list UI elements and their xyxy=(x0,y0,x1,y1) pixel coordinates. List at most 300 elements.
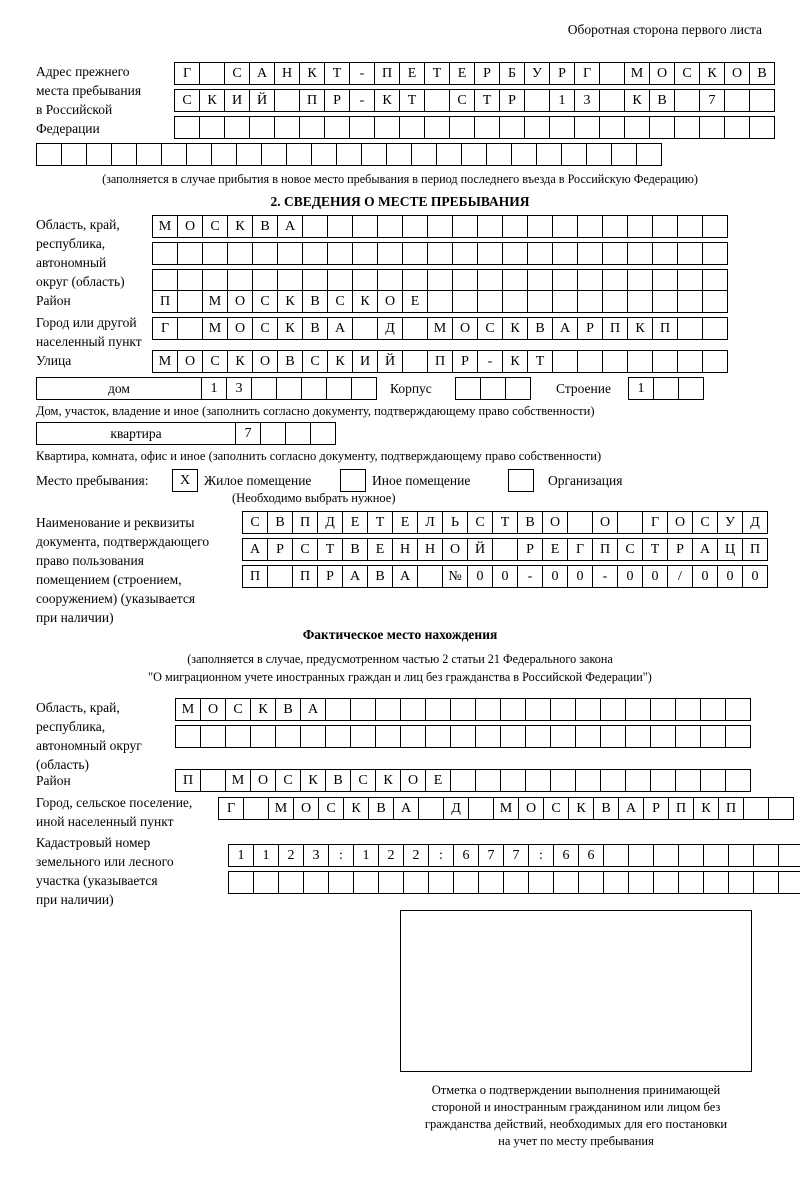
char-cell[interactable]: Т xyxy=(324,62,350,85)
char-cell[interactable]: М xyxy=(152,350,178,373)
char-cell[interactable]: Д xyxy=(377,317,403,340)
char-cell[interactable] xyxy=(452,215,478,238)
char-cell[interactable]: О xyxy=(542,511,568,534)
char-cell[interactable] xyxy=(276,377,302,400)
actual-region-row-1[interactable] xyxy=(175,698,750,721)
section2-region-row-1[interactable] xyxy=(152,215,727,238)
char-cell[interactable] xyxy=(600,769,626,792)
char-cell[interactable] xyxy=(636,143,662,166)
char-cell[interactable]: Й xyxy=(467,538,493,561)
char-cell[interactable]: Р xyxy=(499,89,525,112)
char-cell[interactable]: : xyxy=(328,844,354,867)
char-cell[interactable]: Т xyxy=(527,350,553,373)
char-cell[interactable]: С xyxy=(202,215,228,238)
char-cell[interactable]: П xyxy=(668,797,694,820)
actual-city-row[interactable] xyxy=(218,797,793,820)
char-cell[interactable] xyxy=(577,242,603,265)
char-cell[interactable]: 6 xyxy=(553,844,579,867)
char-cell[interactable] xyxy=(243,797,269,820)
char-cell[interactable] xyxy=(652,290,678,313)
char-cell[interactable] xyxy=(475,769,501,792)
char-cell[interactable]: Д xyxy=(443,797,469,820)
char-cell[interactable] xyxy=(352,215,378,238)
char-cell[interactable] xyxy=(477,290,503,313)
char-cell[interactable]: В xyxy=(302,290,328,313)
char-cell[interactable] xyxy=(386,143,412,166)
char-cell[interactable]: О xyxy=(377,290,403,313)
char-cell[interactable] xyxy=(602,350,628,373)
char-cell[interactable]: 2 xyxy=(403,844,429,867)
char-cell[interactable] xyxy=(700,769,726,792)
char-cell[interactable] xyxy=(374,116,400,139)
char-cell[interactable] xyxy=(225,725,251,748)
char-cell[interactable]: В xyxy=(267,511,293,534)
place-type-option-1[interactable]: Жилое помещение xyxy=(204,473,312,488)
char-cell[interactable] xyxy=(325,725,351,748)
char-cell[interactable] xyxy=(778,871,800,894)
char-cell[interactable]: В xyxy=(252,215,278,238)
char-cell[interactable] xyxy=(625,769,651,792)
char-cell[interactable]: С xyxy=(318,797,344,820)
char-cell[interactable]: С xyxy=(543,797,569,820)
char-cell[interactable]: К xyxy=(327,350,353,373)
char-cell[interactable]: Т xyxy=(317,538,343,561)
char-cell[interactable] xyxy=(461,143,487,166)
char-cell[interactable] xyxy=(475,725,501,748)
char-cell[interactable]: К xyxy=(227,350,253,373)
char-cell[interactable] xyxy=(474,116,500,139)
char-cell[interactable]: 0 xyxy=(492,565,518,588)
char-cell[interactable] xyxy=(700,725,726,748)
char-cell[interactable]: С xyxy=(242,511,268,534)
char-cell[interactable] xyxy=(502,269,528,292)
document-row-1[interactable] xyxy=(242,511,767,534)
char-cell[interactable]: М xyxy=(268,797,294,820)
char-cell[interactable]: 3 xyxy=(574,89,600,112)
char-cell[interactable] xyxy=(653,844,679,867)
char-cell[interactable] xyxy=(377,242,403,265)
char-cell[interactable] xyxy=(236,143,262,166)
char-cell[interactable]: В xyxy=(749,62,775,85)
char-cell[interactable]: Р xyxy=(317,565,343,588)
char-cell[interactable] xyxy=(600,698,626,721)
char-cell[interactable]: С xyxy=(292,538,318,561)
char-cell[interactable] xyxy=(399,116,425,139)
char-cell[interactable] xyxy=(285,422,311,445)
char-cell[interactable]: 0 xyxy=(717,565,743,588)
char-cell[interactable]: К xyxy=(699,62,725,85)
char-cell[interactable]: С xyxy=(224,62,250,85)
char-cell[interactable]: В xyxy=(342,538,368,561)
char-cell[interactable] xyxy=(577,290,603,313)
char-cell[interactable] xyxy=(511,143,537,166)
char-cell[interactable] xyxy=(728,871,754,894)
char-cell[interactable] xyxy=(602,290,628,313)
char-cell[interactable]: 7 xyxy=(478,844,504,867)
char-cell[interactable] xyxy=(743,797,769,820)
char-cell[interactable]: Ь xyxy=(442,511,468,534)
char-cell[interactable]: В xyxy=(325,769,351,792)
char-cell[interactable] xyxy=(477,215,503,238)
actual-region-row-2[interactable] xyxy=(175,725,750,748)
section2-region-row-3[interactable] xyxy=(152,269,727,292)
char-cell[interactable]: К xyxy=(568,797,594,820)
char-cell[interactable] xyxy=(349,116,375,139)
char-cell[interactable]: А xyxy=(342,565,368,588)
char-cell[interactable] xyxy=(652,350,678,373)
char-cell[interactable]: А xyxy=(692,538,718,561)
char-cell[interactable]: Т xyxy=(399,89,425,112)
char-cell[interactable]: А xyxy=(552,317,578,340)
char-cell[interactable] xyxy=(350,698,376,721)
char-cell[interactable] xyxy=(453,871,479,894)
char-cell[interactable]: 0 xyxy=(567,565,593,588)
char-cell[interactable] xyxy=(303,871,329,894)
char-cell[interactable] xyxy=(199,62,225,85)
char-cell[interactable] xyxy=(417,565,443,588)
char-cell[interactable] xyxy=(411,143,437,166)
char-cell[interactable] xyxy=(152,242,178,265)
char-cell[interactable]: С xyxy=(252,317,278,340)
char-cell[interactable]: Л xyxy=(417,511,443,534)
char-cell[interactable] xyxy=(200,725,226,748)
char-cell[interactable]: О xyxy=(724,62,750,85)
char-cell[interactable] xyxy=(202,269,228,292)
char-cell[interactable]: К xyxy=(299,62,325,85)
char-cell[interactable] xyxy=(352,242,378,265)
char-cell[interactable]: П xyxy=(374,62,400,85)
char-cell[interactable] xyxy=(378,871,404,894)
char-cell[interactable]: Е xyxy=(399,62,425,85)
char-cell[interactable]: - xyxy=(517,565,543,588)
char-cell[interactable]: 7 xyxy=(699,89,725,112)
char-cell[interactable]: Г xyxy=(642,511,668,534)
char-cell[interactable] xyxy=(699,116,725,139)
char-cell[interactable] xyxy=(177,242,203,265)
char-cell[interactable] xyxy=(624,116,650,139)
char-cell[interactable] xyxy=(577,269,603,292)
char-cell[interactable] xyxy=(86,143,112,166)
char-cell[interactable] xyxy=(174,116,200,139)
char-cell[interactable]: Ц xyxy=(717,538,743,561)
char-cell[interactable] xyxy=(468,797,494,820)
char-cell[interactable]: А xyxy=(392,565,418,588)
char-cell[interactable]: А xyxy=(327,317,353,340)
char-cell[interactable] xyxy=(352,269,378,292)
char-cell[interactable]: В xyxy=(527,317,553,340)
char-cell[interactable]: Е xyxy=(449,62,475,85)
place-type-option-2[interactable]: Иное помещение xyxy=(372,473,471,488)
char-cell[interactable] xyxy=(675,725,701,748)
char-cell[interactable] xyxy=(652,215,678,238)
char-cell[interactable]: 0 xyxy=(617,565,643,588)
char-cell[interactable] xyxy=(653,377,679,400)
char-cell[interactable]: - xyxy=(477,350,503,373)
char-cell[interactable]: О xyxy=(293,797,319,820)
char-cell[interactable] xyxy=(502,242,528,265)
char-cell[interactable]: К xyxy=(374,89,400,112)
char-cell[interactable] xyxy=(252,269,278,292)
char-cell[interactable]: К xyxy=(277,317,303,340)
char-cell[interactable]: 6 xyxy=(453,844,479,867)
char-cell[interactable] xyxy=(302,215,328,238)
char-cell[interactable] xyxy=(575,698,601,721)
char-cell[interactable] xyxy=(650,725,676,748)
char-cell[interactable] xyxy=(377,269,403,292)
char-cell[interactable]: П xyxy=(292,511,318,534)
char-cell[interactable] xyxy=(677,290,703,313)
char-cell[interactable]: 1 xyxy=(228,844,254,867)
char-cell[interactable] xyxy=(675,769,701,792)
char-cell[interactable]: В xyxy=(368,797,394,820)
char-cell[interactable]: Н xyxy=(392,538,418,561)
char-cell[interactable] xyxy=(425,698,451,721)
char-cell[interactable]: 1 xyxy=(549,89,575,112)
stroenie-cells[interactable] xyxy=(628,377,703,400)
char-cell[interactable] xyxy=(61,143,87,166)
char-cell[interactable]: А xyxy=(618,797,644,820)
char-cell[interactable]: И xyxy=(224,89,250,112)
char-cell[interactable]: В xyxy=(277,350,303,373)
char-cell[interactable] xyxy=(450,725,476,748)
char-cell[interactable] xyxy=(674,116,700,139)
char-cell[interactable]: С xyxy=(302,350,328,373)
char-cell[interactable] xyxy=(402,269,428,292)
char-cell[interactable] xyxy=(499,116,525,139)
char-cell[interactable] xyxy=(550,769,576,792)
char-cell[interactable] xyxy=(525,725,551,748)
char-cell[interactable]: О xyxy=(177,350,203,373)
char-cell[interactable] xyxy=(452,242,478,265)
char-cell[interactable] xyxy=(228,871,254,894)
char-cell[interactable] xyxy=(575,769,601,792)
char-cell[interactable]: О xyxy=(200,698,226,721)
char-cell[interactable] xyxy=(402,317,428,340)
char-cell[interactable]: 6 xyxy=(578,844,604,867)
char-cell[interactable]: С xyxy=(202,350,228,373)
char-cell[interactable] xyxy=(625,725,651,748)
char-cell[interactable] xyxy=(677,350,703,373)
char-cell[interactable] xyxy=(310,422,336,445)
char-cell[interactable] xyxy=(525,769,551,792)
char-cell[interactable] xyxy=(286,143,312,166)
char-cell[interactable] xyxy=(678,844,704,867)
char-cell[interactable]: У xyxy=(717,511,743,534)
char-cell[interactable] xyxy=(224,116,250,139)
char-cell[interactable] xyxy=(724,89,750,112)
char-cell[interactable]: К xyxy=(624,89,650,112)
char-cell[interactable] xyxy=(211,143,237,166)
char-cell[interactable] xyxy=(492,538,518,561)
char-cell[interactable]: К xyxy=(277,290,303,313)
char-cell[interactable]: - xyxy=(349,62,375,85)
char-cell[interactable] xyxy=(599,62,625,85)
char-cell[interactable]: О xyxy=(518,797,544,820)
char-cell[interactable]: С xyxy=(327,290,353,313)
char-cell[interactable]: К xyxy=(352,290,378,313)
korpus-cells[interactable] xyxy=(455,377,530,400)
char-cell[interactable]: А xyxy=(393,797,419,820)
char-cell[interactable] xyxy=(677,269,703,292)
char-cell[interactable] xyxy=(728,844,754,867)
char-cell[interactable] xyxy=(202,242,228,265)
char-cell[interactable]: Е xyxy=(367,538,393,561)
char-cell[interactable]: Г xyxy=(574,62,600,85)
char-cell[interactable] xyxy=(703,871,729,894)
char-cell[interactable]: П xyxy=(299,89,325,112)
char-cell[interactable]: В xyxy=(593,797,619,820)
char-cell[interactable]: С xyxy=(350,769,376,792)
char-cell[interactable] xyxy=(311,143,337,166)
char-cell[interactable] xyxy=(505,377,531,400)
char-cell[interactable] xyxy=(503,871,529,894)
char-cell[interactable] xyxy=(602,269,628,292)
char-cell[interactable] xyxy=(350,725,376,748)
char-cell[interactable] xyxy=(577,215,603,238)
char-cell[interactable]: В xyxy=(649,89,675,112)
char-cell[interactable] xyxy=(486,143,512,166)
char-cell[interactable] xyxy=(627,350,653,373)
char-cell[interactable] xyxy=(452,269,478,292)
char-cell[interactable]: С xyxy=(674,62,700,85)
char-cell[interactable] xyxy=(627,290,653,313)
char-cell[interactable] xyxy=(550,698,576,721)
char-cell[interactable] xyxy=(677,317,703,340)
char-cell[interactable] xyxy=(652,269,678,292)
char-cell[interactable] xyxy=(251,377,277,400)
char-cell[interactable] xyxy=(277,269,303,292)
char-cell[interactable] xyxy=(552,269,578,292)
char-cell[interactable]: Р xyxy=(267,538,293,561)
char-cell[interactable] xyxy=(524,89,550,112)
char-cell[interactable] xyxy=(749,89,775,112)
char-cell[interactable] xyxy=(600,725,626,748)
char-cell[interactable]: - xyxy=(592,565,618,588)
char-cell[interactable]: В xyxy=(517,511,543,534)
char-cell[interactable] xyxy=(177,317,203,340)
char-cell[interactable] xyxy=(111,143,137,166)
char-cell[interactable]: 0 xyxy=(742,565,768,588)
char-cell[interactable]: Д xyxy=(317,511,343,534)
char-cell[interactable]: А xyxy=(242,538,268,561)
prev-address-row-4[interactable] xyxy=(36,143,661,166)
char-cell[interactable]: П xyxy=(652,317,678,340)
char-cell[interactable] xyxy=(527,215,553,238)
char-cell[interactable] xyxy=(299,116,325,139)
char-cell[interactable]: П xyxy=(592,538,618,561)
char-cell[interactable] xyxy=(702,290,728,313)
section2-city-row[interactable] xyxy=(152,317,727,340)
char-cell[interactable]: О xyxy=(667,511,693,534)
char-cell[interactable]: С xyxy=(467,511,493,534)
char-cell[interactable]: К xyxy=(502,350,528,373)
char-cell[interactable]: П xyxy=(742,538,768,561)
char-cell[interactable] xyxy=(678,377,704,400)
char-cell[interactable]: Р xyxy=(452,350,478,373)
section2-region-row-2[interactable] xyxy=(152,242,727,265)
char-cell[interactable]: О xyxy=(592,511,618,534)
char-cell[interactable]: Р xyxy=(324,89,350,112)
char-cell[interactable] xyxy=(326,377,352,400)
char-cell[interactable]: В xyxy=(367,565,393,588)
char-cell[interactable]: Й xyxy=(249,89,275,112)
char-cell[interactable]: Е xyxy=(425,769,451,792)
document-row-2[interactable] xyxy=(242,538,767,561)
char-cell[interactable] xyxy=(427,242,453,265)
char-cell[interactable] xyxy=(352,317,378,340)
char-cell[interactable]: П xyxy=(427,350,453,373)
place-type-checkbox-organizatsiya[interactable] xyxy=(508,469,534,492)
char-cell[interactable]: С xyxy=(252,290,278,313)
char-cell[interactable]: О xyxy=(227,317,253,340)
char-cell[interactable]: Т xyxy=(367,511,393,534)
char-cell[interactable] xyxy=(436,143,462,166)
char-cell[interactable]: Е xyxy=(542,538,568,561)
char-cell[interactable]: О xyxy=(442,538,468,561)
char-cell[interactable] xyxy=(528,871,554,894)
char-cell[interactable] xyxy=(402,215,428,238)
char-cell[interactable] xyxy=(527,290,553,313)
char-cell[interactable] xyxy=(527,269,553,292)
char-cell[interactable]: О xyxy=(250,769,276,792)
document-row-3[interactable] xyxy=(242,565,767,588)
char-cell[interactable] xyxy=(449,116,475,139)
char-cell[interactable]: 0 xyxy=(542,565,568,588)
char-cell[interactable] xyxy=(617,511,643,534)
char-cell[interactable] xyxy=(552,290,578,313)
char-cell[interactable] xyxy=(550,725,576,748)
char-cell[interactable] xyxy=(602,215,628,238)
char-cell[interactable] xyxy=(475,698,501,721)
char-cell[interactable] xyxy=(267,565,293,588)
char-cell[interactable] xyxy=(702,215,728,238)
char-cell[interactable] xyxy=(328,871,354,894)
char-cell[interactable]: Н xyxy=(274,62,300,85)
char-cell[interactable]: 1 xyxy=(253,844,279,867)
char-cell[interactable] xyxy=(227,269,253,292)
char-cell[interactable] xyxy=(200,769,226,792)
char-cell[interactable]: М xyxy=(202,317,228,340)
char-cell[interactable] xyxy=(252,242,278,265)
char-cell[interactable] xyxy=(353,871,379,894)
char-cell[interactable] xyxy=(186,143,212,166)
char-cell[interactable] xyxy=(455,377,481,400)
char-cell[interactable]: - xyxy=(349,89,375,112)
char-cell[interactable] xyxy=(628,871,654,894)
char-cell[interactable] xyxy=(302,269,328,292)
char-cell[interactable] xyxy=(611,143,637,166)
char-cell[interactable] xyxy=(427,269,453,292)
char-cell[interactable]: Р xyxy=(517,538,543,561)
char-cell[interactable] xyxy=(500,725,526,748)
char-cell[interactable]: Р xyxy=(667,538,693,561)
char-cell[interactable]: П xyxy=(242,565,268,588)
char-cell[interactable]: Р xyxy=(549,62,575,85)
char-cell[interactable] xyxy=(152,269,178,292)
char-cell[interactable] xyxy=(327,269,353,292)
char-cell[interactable] xyxy=(602,242,628,265)
char-cell[interactable]: М xyxy=(152,215,178,238)
char-cell[interactable] xyxy=(500,698,526,721)
char-cell[interactable] xyxy=(725,698,751,721)
char-cell[interactable]: И xyxy=(352,350,378,373)
char-cell[interactable] xyxy=(628,844,654,867)
char-cell[interactable] xyxy=(377,215,403,238)
char-cell[interactable] xyxy=(177,290,203,313)
char-cell[interactable] xyxy=(278,871,304,894)
char-cell[interactable] xyxy=(586,143,612,166)
char-cell[interactable]: С xyxy=(275,769,301,792)
